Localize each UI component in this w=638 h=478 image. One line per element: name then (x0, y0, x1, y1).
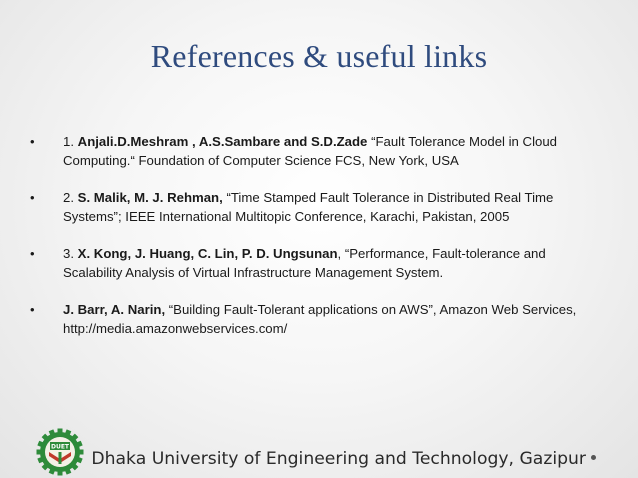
reference-list (30, 133, 590, 357)
footer (0, 420, 638, 478)
svg-text:DUET: DUET (50, 443, 70, 451)
reference-text: “Fault Tolerance Model in Cloud Computing.“ Foundation of Computer Science FCS, New York, USA (63, 134, 558, 168)
reference-number: 1. (63, 134, 78, 149)
reference-authors: Anjali.D.Meshram , A.S.Sambare and S.D.Zade (77, 134, 372, 149)
footer-dot (591, 455, 596, 460)
reference-number: 3. (63, 246, 78, 261)
reference-authors: X. Kong, J. Huang, C. Lin, P. D. Ungsunan (77, 246, 338, 261)
reference-authors: J. Barr, A. Narin, (63, 302, 166, 317)
reference-number: 2. (63, 190, 78, 205)
bullet: • (30, 246, 35, 261)
institution-name: Dhaka University of Engineering and Technology, Gazipur (91, 449, 586, 469)
reference-text: “Building Fault-Tolerant applications on AWS”, Amazon Web Services, http://media.amazonwebservices.com/ (63, 302, 577, 336)
reference-text: “Time Stamped Fault Tolerance in Distributed Real Time Systems”; IEEE International Multitopic Conference, Karachi, Pakistan, 2005 (63, 190, 554, 224)
reference-item (30, 301, 590, 338)
reference-authors: S. Malik, M. J. Rehman, (77, 190, 223, 205)
slide-title: References & useful links (150, 38, 488, 74)
bullet: • (30, 134, 35, 149)
reference-item (30, 133, 590, 170)
reference-text: , “Performance, Fault-tolerance and Scalability Analysis of Virtual Infrastructure Management System. (63, 246, 546, 280)
bullet: • (30, 190, 35, 205)
reference-item (30, 189, 590, 226)
university-logo-icon (36, 428, 84, 476)
reference-item (30, 245, 590, 282)
bullet: • (30, 302, 35, 317)
